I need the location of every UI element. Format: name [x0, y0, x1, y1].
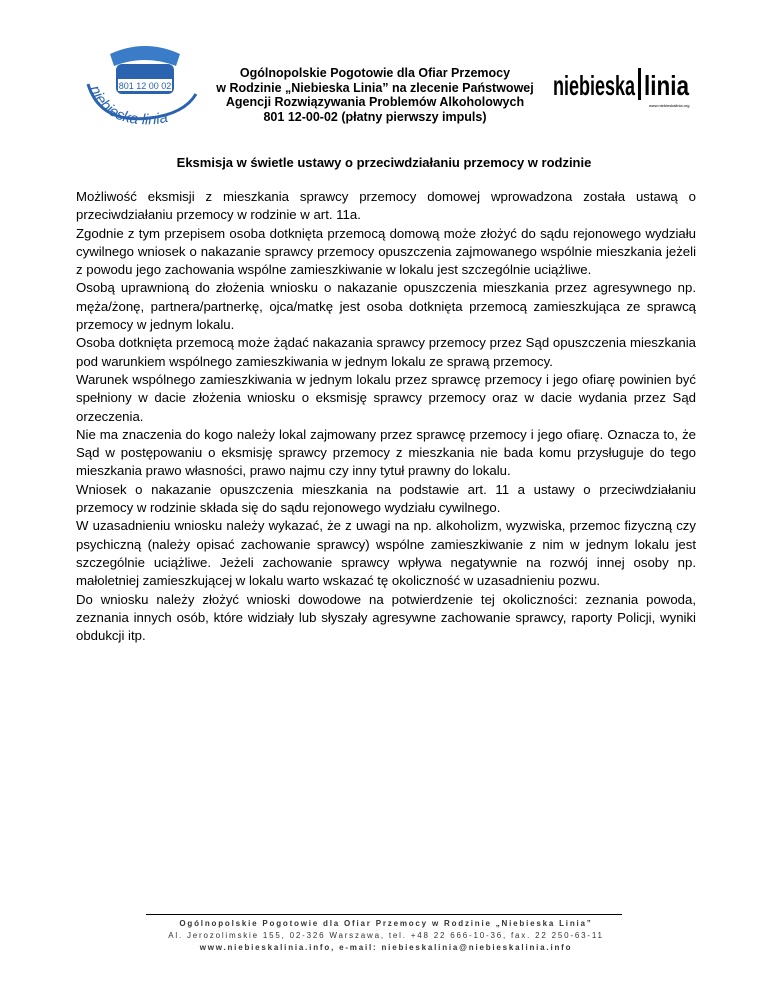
logo-phone-number: 801 12 00 02: [118, 81, 172, 91]
org-line: w Rodzinie „Niebieska Linia” na zlecenie Państwowej: [216, 80, 534, 95]
phone-handset-icon: [110, 46, 180, 66]
body-paragraph: W uzasadnieniu wniosku należy wykazać, że z uwagi na np. alkoholizm, wyzwiska, przemoc fizyczną czy psychiczną (należy opisać zachowanie sprawcy) wspólne zamieszkiwanie z nim w jednym lokalu jest szczególnie uciążliwe. Jeżeli zachowanie sprawcy wpływa negatywnie na rozwój innej osoby np. małoletniej zamieszkującej w lokalu warto wskazać tę okoliczność w uzasadnieniu pozwu.: [76, 518, 696, 589]
svg-text:linia: linia: [644, 70, 690, 101]
page-header: [0, 0, 768, 140]
body-paragraph: Nie ma znaczenia do kogo należy lokal zajmowany przez sprawcę przemocy i jego ofiarę. Oznacza to, że Sąd w postępowaniu o eksmisję sprawcy przemocy z mieszkania nie bada komu przysługuje do tego mieszkania prawo własności, prawo najmu czy inny tytuł prawny do lokalu.: [76, 426, 696, 479]
footer-divider: [146, 914, 622, 915]
body-paragraph: Możliwość eksmisji z mieszkania sprawcy przemocy domowej wprowadzona została ustawą o przeciwdziałaniu przemocy w rodzinie w art. 11a.: [76, 189, 696, 223]
org-line: 801 12-00-02 (płatny pierwszy impuls): [263, 109, 487, 124]
footer-contact: www.niebieskalinia.info, e-mail: niebieskalinia@niebieskalinia.info: [199, 943, 573, 952]
body-paragraph: Zgodnie z tym przepisem osoba dotknięta przemocą domową może złożyć do sądu rejonowego wydziału cywilnego wniosek o nakazanie sprawcy przemocy opuszczenia zajmowanego wspólnie mieszkania jeżeli z powodu jego zachowania wspólne zamieszkiwanie w lokalu jest szczególnie uciążliwe.: [76, 225, 696, 278]
org-line: Ogólnopolskie Pogotowie dla Ofiar Przemocy: [239, 66, 511, 80]
svg-text:niebieska: niebieska: [553, 70, 636, 101]
body-paragraph: Osobą uprawnioną do złożenia wniosku o nakazanie opuszczenia mieszkania przez agresywnego np. męża/żonę, partnera/partnerkę, ojca/matkę jest osoba dotknięta przemocą zamieszkująca ze sprawcą przemocy w jednym lokalu.: [76, 280, 696, 333]
body-paragraph: Do wniosku należy złożyć wnioski dowodowe na potwierdzenie tej okoliczności: zeznania powoda, zeznania innych osób, które widziały lub słyszały agresywne zachowanie sprawcy, raporty Policji, wyniki obdukcji itp.: [76, 591, 696, 644]
org-line: Agencji Rozwiązywania Problemów Alkoholowych: [225, 95, 525, 109]
logo-name-text: niebieska linia: [86, 83, 170, 129]
svg-text:www.niebieskalinia.org: www.niebieskalinia.org: [649, 103, 690, 108]
body-paragraph: Wniosek o nakazanie opuszczenia mieszkania na podstawie art. 11 a ustawy o przeciwdziałaniu przemocy w rodzinie składa się do sądu rejonowego wydziału cywilnego.: [76, 481, 696, 516]
document-title: Eksmisja w świetle ustawy o przeciwdziałaniu przemocy w rodzinie: [176, 155, 592, 170]
page-footer: [76, 918, 696, 954]
niebieska-linia-wordmark-logo: [553, 62, 693, 112]
footer-organization: Ogólnopolskie Pogotowie dla Ofiar Przemocy w Rodzinie „Niebieska Linia”: [179, 919, 593, 928]
document-body: [76, 188, 696, 645]
body-paragraph: Osoba dotknięta przemocą może żądać nakazania sprawcy przemocy przez Sąd opuszczenia mieszkania pod warunkiem wspólnego zamieszkiwania w jednym lokalu ze sprawą przemocy.: [76, 335, 696, 369]
body-paragraph: Warunek wspólnego zamieszkiwania w jednym lokalu przez sprawcę przemocy i jego ofiarę powinien być spełniony w dacie złożenia wniosku o eksmisję sprawcy przemocy oraz w dacie wydania przez Sąd orzeczenia.: [76, 371, 696, 424]
organization-info: [200, 66, 550, 124]
niebieska-linia-phone-logo: [80, 36, 210, 131]
footer-address: Al. Jerozolimskie 155, 02-326 Warszawa, tel. +48 22 666-10-36, fax. 22 250-63-11: [168, 931, 604, 940]
